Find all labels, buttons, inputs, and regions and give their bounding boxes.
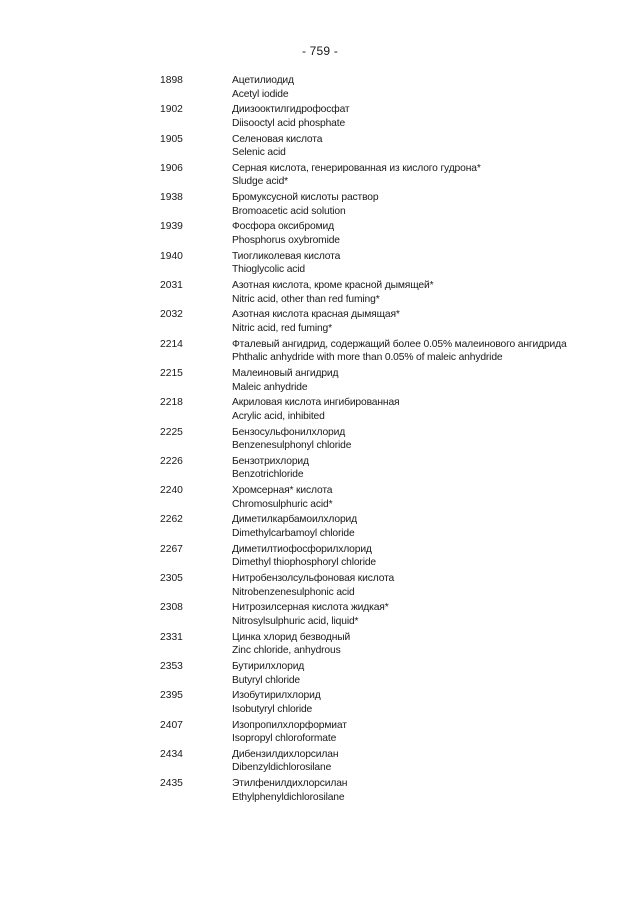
entry-name-en: Nitrobenzenesulphonic acid <box>232 586 355 598</box>
entry-name-ru: Этилфенилдихлорсилан <box>232 778 348 790</box>
entry-number: 2262 <box>160 514 183 526</box>
entry-names <box>232 367 600 396</box>
entry-number: 1906 <box>160 162 183 174</box>
entry-name-en: Selenic acid <box>232 147 286 159</box>
entry-names <box>232 396 600 425</box>
entry-number: 2308 <box>160 602 183 614</box>
entry-name-ru: Изопропилхлорформиат <box>232 719 347 731</box>
entry-name-en: Nitric acid, other than red fuming* <box>232 293 380 305</box>
entry-name-ru: Азотная кислота, кроме красной дымящей* <box>232 280 434 292</box>
list-item <box>160 426 600 455</box>
entry-names <box>232 748 600 777</box>
list-item <box>160 631 600 660</box>
entry-number: 2214 <box>160 338 183 350</box>
entry-names <box>232 308 600 337</box>
entry-name-ru: Фосфора оксибромид <box>232 221 334 233</box>
entry-name-ru: Фталевый ангидрид, содержащий более 0.05% малеинового ангидрида <box>232 338 567 350</box>
entry-number: 2218 <box>160 397 183 409</box>
entry-name-ru: Хромсерная* кислота <box>232 485 333 497</box>
entry-name-ru: Азотная кислота красная дымящая* <box>232 309 400 321</box>
entry-names <box>232 455 600 484</box>
entry-list <box>160 74 600 806</box>
entry-names <box>232 689 600 718</box>
entry-names <box>232 133 600 162</box>
entry-name-ru: Селеновая кислота <box>232 133 323 145</box>
entry-name-en: Sludge acid* <box>232 176 289 188</box>
entry-name-en: Maleic anhydride <box>232 381 308 393</box>
entry-names <box>232 777 600 806</box>
list-item <box>160 455 600 484</box>
list-item <box>160 484 600 513</box>
entry-name-en: Phosphorus oxybromide <box>232 235 340 247</box>
entry-name-en: Dimethyl thiophosphoryl chloride <box>232 557 377 569</box>
entry-name-en: Benzenesulphonyl chloride <box>232 440 352 452</box>
entry-names <box>232 513 600 542</box>
entry-name-ru: Нитрозилсерная кислота жидкая* <box>232 602 389 614</box>
list-item <box>160 748 600 777</box>
list-item <box>160 308 600 337</box>
list-item <box>160 162 600 191</box>
list-item <box>160 660 600 689</box>
entry-name-ru: Бутирилхлорид <box>232 660 305 672</box>
list-item <box>160 279 600 308</box>
entry-number: 1905 <box>160 133 183 145</box>
list-item <box>160 689 600 718</box>
list-item <box>160 191 600 220</box>
entry-names <box>232 191 600 220</box>
entry-names <box>232 543 600 572</box>
entry-names <box>232 220 600 249</box>
entry-number: 1939 <box>160 221 183 233</box>
list-item <box>160 601 600 630</box>
entry-names <box>232 250 600 279</box>
list-item <box>160 777 600 806</box>
entry-number: 2225 <box>160 426 183 438</box>
entry-name-ru: Тиогликолевая кислота <box>232 250 341 262</box>
entry-number: 2395 <box>160 690 183 702</box>
entry-name-en: Thioglycolic acid <box>232 264 305 276</box>
entry-name-en: Benzotrichloride <box>232 469 304 481</box>
list-item <box>160 367 600 396</box>
entry-names <box>232 162 600 191</box>
entry-names <box>232 103 600 132</box>
entry-name-ru: Нитробензолсульфоновая кислота <box>232 573 395 585</box>
list-item <box>160 543 600 572</box>
entry-names <box>232 660 600 689</box>
entry-number: 2267 <box>160 543 183 555</box>
entry-name-ru: Ацетилиодид <box>232 75 294 86</box>
entry-number: 1898 <box>160 75 183 86</box>
entry-number: 2434 <box>160 748 183 760</box>
entry-name-en: Phthalic anhydride with more than 0.05% of maleic anhydride <box>232 352 503 364</box>
list-item <box>160 719 600 748</box>
entry-name-en: Isobutyryl chloride <box>232 703 313 715</box>
entry-name-ru: Бромуксусной кислоты раствор <box>232 192 379 204</box>
entry-names <box>232 572 600 601</box>
list-item <box>160 133 600 162</box>
entry-name-ru: Диметилкарбамоилхлорид <box>232 514 357 526</box>
entry-names <box>232 426 600 455</box>
entry-name-en: Butyryl chloride <box>232 674 300 686</box>
entry-number: 2305 <box>160 573 183 585</box>
entry-names <box>232 279 600 308</box>
entry-name-en: Ethylphenyldichlorosilane <box>232 791 345 803</box>
entry-names <box>232 484 600 513</box>
entry-number: 2331 <box>160 631 183 643</box>
entry-name-ru: Диметилтиофосфорилхлорид <box>232 543 372 555</box>
entry-name-en: Chromosulphuric acid* <box>232 498 333 510</box>
entry-names <box>232 601 600 630</box>
entry-name-ru: Серная кислота, генерированная из кислого гудрона* <box>232 162 481 174</box>
entry-name-ru: Малеиновый ангидрид <box>232 367 339 379</box>
entry-number: 2215 <box>160 367 183 379</box>
entry-number: 2032 <box>160 309 183 321</box>
entry-name-en: Isopropyl chloroformate <box>232 733 337 745</box>
entry-name-en: Acetyl iodide <box>232 88 289 100</box>
entry-name-ru: Бензосульфонилхлорид <box>232 426 346 438</box>
entry-number: 2407 <box>160 719 183 731</box>
entry-name-ru: Акриловая кислота ингибированная <box>232 397 400 409</box>
entry-name-en: Nitric acid, red fuming* <box>232 322 332 334</box>
entry-number: 1940 <box>160 250 183 262</box>
list-item <box>160 396 600 425</box>
entry-number: 1938 <box>160 192 183 204</box>
list-item <box>160 338 600 367</box>
entry-name-en: Zinc chloride, anhydrous <box>232 645 341 657</box>
entry-name-ru: Дибензилдихлорсилан <box>232 748 339 760</box>
entry-number: 2435 <box>160 778 183 790</box>
list-item <box>160 572 600 601</box>
entry-number: 1902 <box>160 104 183 116</box>
list-item <box>160 513 600 542</box>
list-item <box>160 250 600 279</box>
entry-number: 2031 <box>160 280 183 292</box>
entry-name-en: Nitrosylsulphuric acid, liquid* <box>232 615 359 627</box>
entry-name-en: Acrylic acid, inhibited <box>232 410 325 422</box>
entry-names <box>232 631 600 660</box>
entry-names <box>232 338 600 367</box>
entry-name-en: Dibenzyldichlorosilane <box>232 762 332 774</box>
entry-name-ru: Цинка хлорид безводный <box>232 631 351 643</box>
entry-names <box>232 74 600 103</box>
entry-name-en: Diisooctyl acid phosphate <box>232 117 346 129</box>
entry-name-ru: Изобутирилхлорид <box>232 690 321 702</box>
list-item <box>160 220 600 249</box>
list-item <box>160 103 600 132</box>
entry-name-ru: Диизооктилгидрофосфат <box>232 104 350 116</box>
entry-name-ru: Бензотрихлорид <box>232 455 309 467</box>
page-number: - 759 - <box>301 44 339 58</box>
entry-number: 2353 <box>160 660 183 672</box>
entry-names <box>232 719 600 748</box>
entry-number: 2240 <box>160 485 183 497</box>
list-item <box>160 74 600 103</box>
entry-name-en: Bromoacetic acid solution <box>232 205 346 217</box>
entry-name-en: Dimethylcarbamoyl chloride <box>232 528 355 540</box>
entry-number: 2226 <box>160 455 183 467</box>
